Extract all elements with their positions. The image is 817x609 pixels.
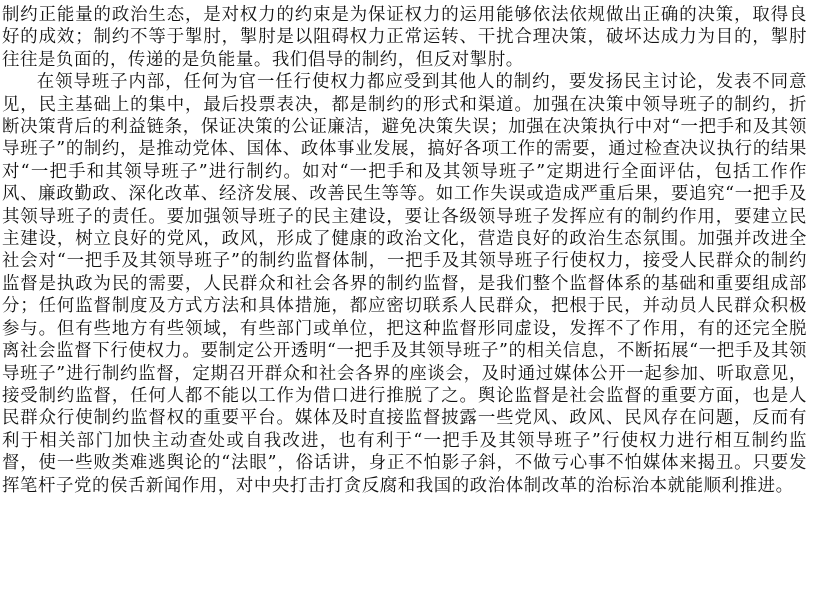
paragraph-1: 制约正能量的政治生态，是对权力的约束是为保证权力的运用能够依法依规做出正确的决策，取得良好的成效；制约不等于掣肘，掣肘是以阻碍权力正常运转、干扰合理决策，破坏达成力为目的，掣肘往往是负面的，传递的是负能量。我们倡导的制约，但反对掣肘。	[2, 5, 807, 70]
paragraph-2: 在领导班子内部，任何为官一任行使权力都应受到其他人的制约，要发扬民主讨论，发表不同意见，民主基础上的集中，最后投票表决，都是制约的形式和渠道。加强在决策中领导班子的制约，折断决策背后的利益链条，保证决策的公证廉洁，避免决策失误；加强在决策执行中对“一把手和及其领导班子”的制约，是推动党体、国体、政体事业发展，搞好各项工作的需要，通过检查决议执行的结果对“一把手和其领导班子”进行制约。如对“一把手和及其领导班子”定期进行全面评估，包括工作作风、廉政勤政、深化改革、经济发展、改善民生等等。如工作失误或造成严重后果，要追究“一把手及其领导班子的责任。要加强领导班子的民主建设，要让各级领导班子发挥应有的制约作用，要建立民主建设，树立良好的党风，政风，形成了健康的政治文化，营造良好的政治生态氛围。加强并改进全社会对“一把手及其领导班子”的制约监督体制，一把手及其领导班子行使权力，接受人民群众的制约监督是执政为民的需要，人民群众和社会各界的制约监督，是我们整个监督体系的基础和重要组成部分；任何监督制度及方式方法和具体措施，都应密切联系人民群众，把根于民，并动员人民群众积极参与。但有些地方有些领域，有些部门或单位，把这种监督形同虚设，发挥不了作用，有的还完全脱离社会监督下行使权力。要制定公开透明“一把手及其领导班子”的相关信息，不断拓展“一把手及其领导班子”进行制约监督，定期召开群众和社会各界的座谈会，及时通过媒体公开一起参加、听取意见，接受制约监督，任何人都不能以工作为借口进行推脱了之。舆论监督是社会监督的重要方面，也是人民群众行使制约监督权的重要平台。媒体及时直接监督披露一些党风、政风、民风存在问题，反而有利于相关部门加快主动查处或自我改进，也有利于“一把手及其领导班子”行使权力进行相互制约监督，使一些败类难逃舆论的“法眼”，俗话讲，身正不怕影子斜，不做亏心事不怕媒体来揭丑。只要发挥笔杆子党的侯舌新闻作用，对中央打击打贪反腐和我国的政治体制改革的治标治本就能顺利推进。	[2, 72, 807, 496]
